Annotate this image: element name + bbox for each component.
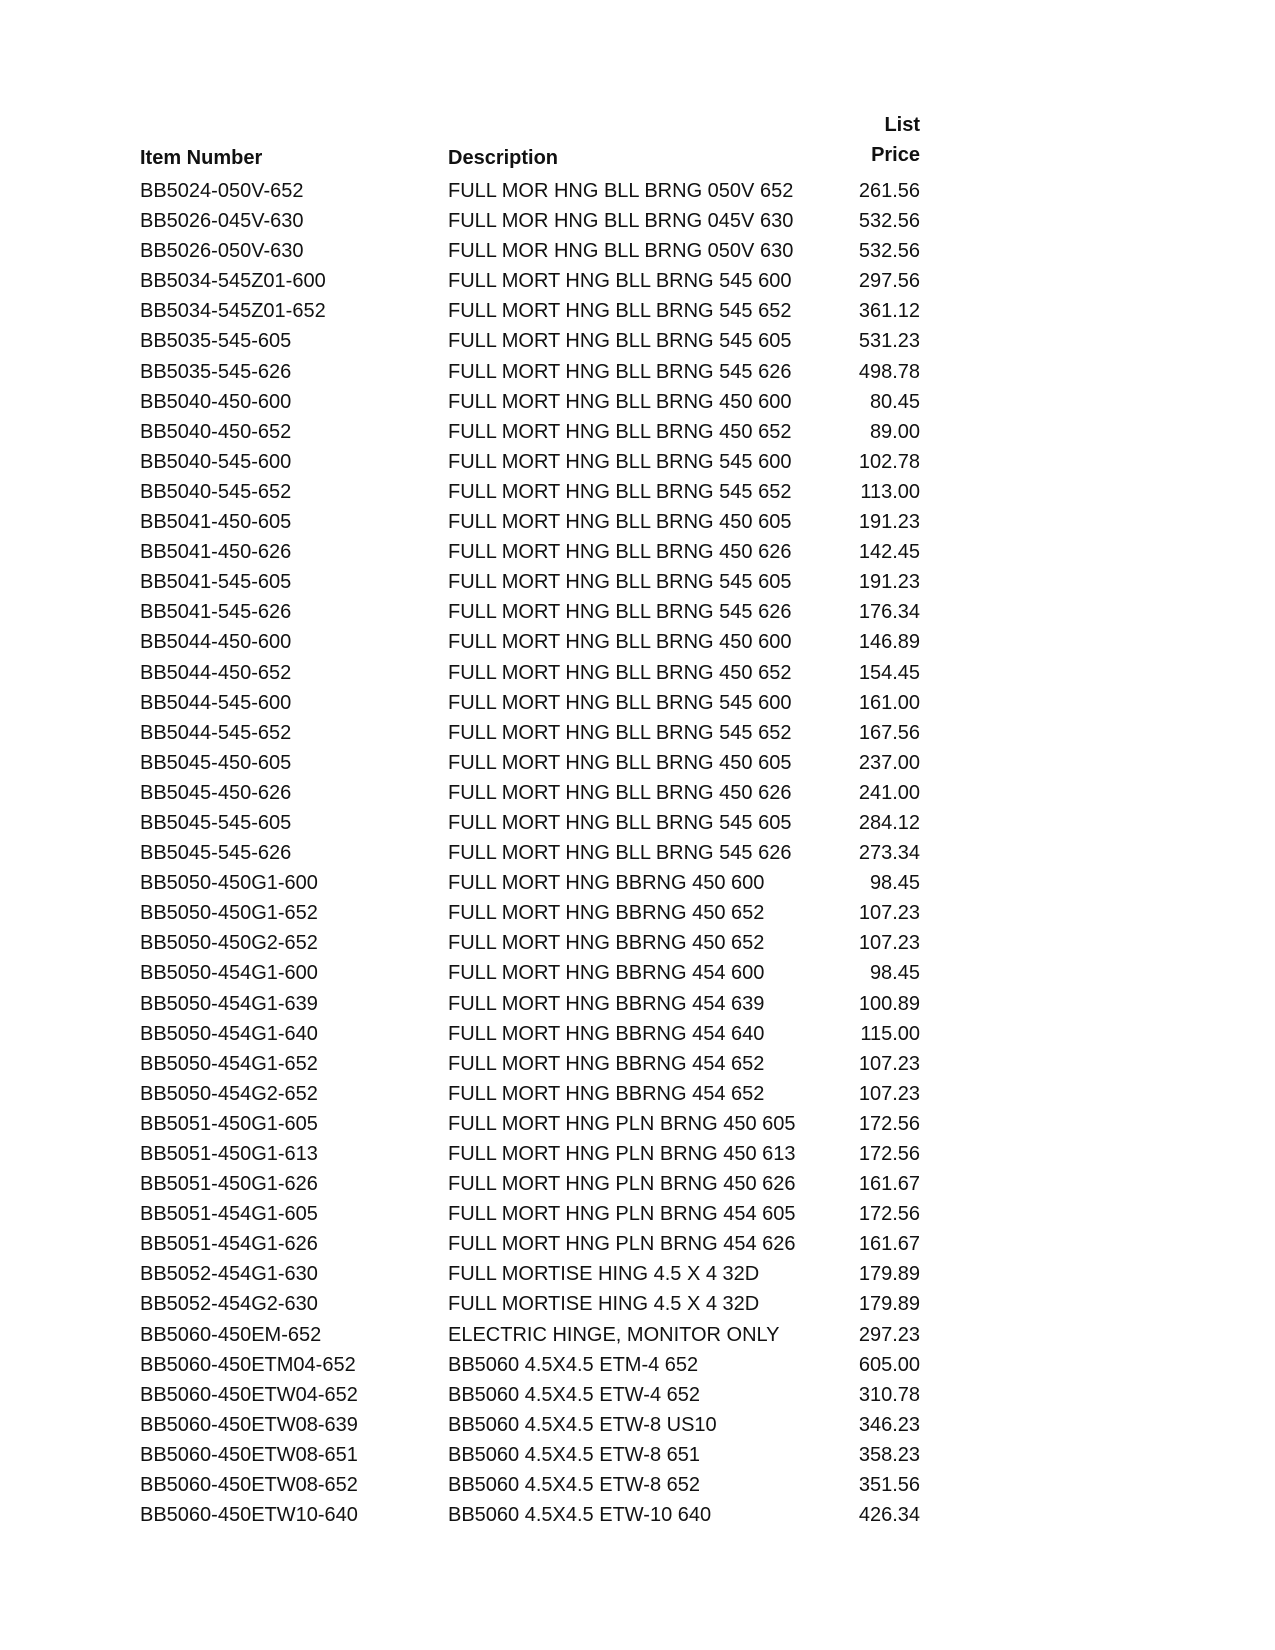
description-cell: FULL MORTISE HING 4.5 X 4 32D <box>448 1263 760 1286</box>
table-row <box>140 567 920 597</box>
list-price-cell: 142.45 <box>858 541 920 564</box>
description-cell: BB5060 4.5X4.5 ETW-10 640 <box>448 1504 712 1527</box>
table-row <box>140 928 920 958</box>
table-row <box>140 1259 920 1289</box>
table-row <box>140 266 920 296</box>
item-number-cell: BB5060-450ETW08-651 <box>140 1443 358 1466</box>
description-cell: FULL MORT HNG BLL BRNG 545 626 <box>448 360 792 383</box>
list-price-cell: 154.45 <box>858 661 920 684</box>
item-number-cell: BB5044-545-652 <box>140 721 292 744</box>
list-price-cell: 107.23 <box>858 932 920 955</box>
list-price-cell: 179.89 <box>858 1263 920 1286</box>
column-header-list-price <box>871 110 920 170</box>
price-list-table <box>140 108 920 1530</box>
description-cell: FULL MORT HNG BLL BRNG 450 652 <box>448 420 792 443</box>
item-number-cell: BB5040-545-652 <box>140 480 292 503</box>
table-row <box>140 1169 920 1199</box>
item-number-cell: BB5050-450G1-600 <box>140 872 318 895</box>
table-row <box>140 1289 920 1319</box>
list-price-cell: 179.89 <box>858 1293 920 1316</box>
list-price-cell: 241.00 <box>858 781 920 804</box>
description-cell: BB5060 4.5X4.5 ETW-8 652 <box>448 1474 701 1497</box>
table-row <box>140 236 920 266</box>
list-price-cell: 176.34 <box>858 601 920 624</box>
table-row <box>140 387 920 417</box>
description-cell: FULL MORT HNG BBRNG 450 600 <box>448 872 765 895</box>
table-row <box>140 1380 920 1410</box>
table-row <box>140 1079 920 1109</box>
list-price-cell: 80.45 <box>869 390 920 413</box>
description-cell: FULL MORTISE HING 4.5 X 4 32D <box>448 1293 760 1316</box>
table-row <box>140 1470 920 1500</box>
list-price-cell: 172.56 <box>858 1112 920 1135</box>
item-number-cell: BB5050-450G1-652 <box>140 902 318 925</box>
list-price-cell: 191.23 <box>858 511 920 534</box>
list-price-cell: 113.00 <box>860 480 920 503</box>
description-cell: FULL MORT HNG BLL BRNG 450 600 <box>448 631 792 654</box>
list-price-cell: 605.00 <box>858 1353 920 1376</box>
item-number-cell: BB5035-545-626 <box>140 360 292 383</box>
description-cell: FULL MORT HNG BBRNG 454 652 <box>448 1052 765 1075</box>
item-number-cell: BB5050-454G1-639 <box>140 992 318 1015</box>
item-number-cell: BB5044-450-600 <box>140 631 292 654</box>
description-cell: FULL MORT HNG BBRNG 454 639 <box>448 992 765 1015</box>
list-price-cell: 297.23 <box>858 1323 920 1346</box>
description-cell: FULL MORT HNG BLL BRNG 545 605 <box>448 571 792 594</box>
item-number-cell: BB5041-545-626 <box>140 601 292 624</box>
table-row <box>140 808 920 838</box>
item-number-cell: BB5050-454G1-652 <box>140 1052 318 1075</box>
list-price-cell: 284.12 <box>858 811 920 834</box>
list-price-cell: 98.45 <box>869 872 920 895</box>
description-cell: FULL MORT HNG BLL BRNG 545 626 <box>448 601 792 624</box>
description-cell: FULL MORT HNG BLL BRNG 450 626 <box>448 781 792 804</box>
description-cell: FULL MORT HNG BLL BRNG 450 605 <box>448 511 792 534</box>
description-cell: FULL MORT HNG PLN BRNG 450 605 <box>448 1112 796 1135</box>
item-number-cell: BB5035-545-605 <box>140 330 292 353</box>
list-price-header-line2: Price <box>871 144 920 166</box>
item-number-cell: BB5041-545-605 <box>140 571 292 594</box>
list-price-cell: 172.56 <box>858 1143 920 1165</box>
table-row <box>140 507 920 537</box>
table-row <box>140 1199 920 1229</box>
list-price-cell: 361.12 <box>858 300 920 323</box>
table-row <box>140 1440 920 1470</box>
list-price-cell: 107.23 <box>858 902 920 925</box>
table-row <box>140 597 920 627</box>
table-row <box>140 898 920 928</box>
item-number-cell: BB5045-450-626 <box>140 781 292 804</box>
description-cell: FULL MOR HNG BLL BRNG 045V 630 <box>448 210 794 233</box>
table-row <box>140 778 920 808</box>
item-number-cell: BB5044-450-652 <box>140 661 292 684</box>
table-row <box>140 1410 920 1440</box>
item-number-cell: BB5052-454G1-630 <box>140 1263 318 1286</box>
item-number-cell: BB5041-450-605 <box>140 511 292 534</box>
item-number-cell: BB5050-454G1-640 <box>140 1022 318 1045</box>
table-row <box>140 206 920 236</box>
table-row <box>140 1139 920 1169</box>
item-number-cell: BB5050-454G2-652 <box>140 1082 318 1105</box>
table-row <box>140 477 920 507</box>
item-number-cell: BB5045-450-605 <box>140 751 292 774</box>
list-price-cell: 161.67 <box>858 1173 920 1196</box>
description-cell: FULL MORT HNG BBRNG 450 652 <box>448 902 765 925</box>
table-row <box>140 1109 920 1139</box>
table-row <box>140 1350 920 1380</box>
description-cell: BB5060 4.5X4.5 ETW-4 652 <box>448 1383 701 1406</box>
list-price-cell: 167.56 <box>858 721 920 744</box>
description-cell: FULL MORT HNG PLN BRNG 450 626 <box>448 1173 796 1196</box>
table-body <box>140 176 920 1530</box>
description-cell: FULL MORT HNG BLL BRNG 545 652 <box>448 300 792 323</box>
item-number-cell: BB5051-450G1-613 <box>140 1143 318 1165</box>
description-cell: FULL MORT HNG BLL BRNG 545 626 <box>448 842 792 865</box>
item-number-cell: BB5026-050V-630 <box>140 240 304 263</box>
list-price-cell: 297.56 <box>858 270 920 293</box>
table-row <box>140 989 920 1019</box>
list-price-cell: 161.67 <box>858 1233 920 1256</box>
list-price-cell: 98.45 <box>869 962 920 985</box>
table-row <box>140 537 920 567</box>
description-cell: FULL MORT HNG BLL BRNG 450 652 <box>448 661 792 684</box>
item-number-cell: BB5040-450-600 <box>140 390 292 413</box>
list-price-cell: 191.23 <box>858 571 920 594</box>
table-row <box>140 1500 920 1530</box>
item-number-cell: BB5060-450EM-652 <box>140 1323 322 1346</box>
description-cell: BB5060 4.5X4.5 ETW-8 651 <box>448 1443 701 1466</box>
item-number-cell: BB5060-450ETW08-652 <box>140 1474 358 1497</box>
table-row <box>140 296 920 326</box>
item-number-cell: BB5040-545-600 <box>140 450 292 473</box>
description-cell: ELECTRIC HINGE, MONITOR ONLY <box>448 1323 780 1346</box>
item-number-cell: BB5051-454G1-605 <box>140 1203 318 1226</box>
list-price-cell: 273.34 <box>858 842 920 865</box>
item-number-cell: BB5060-450ETW04-652 <box>140 1383 358 1406</box>
description-cell: FULL MORT HNG BLL BRNG 545 605 <box>448 811 792 834</box>
description-cell: FULL MOR HNG BLL BRNG 050V 630 <box>448 240 794 263</box>
table-row <box>140 688 920 718</box>
list-price-header-line1: List <box>884 114 920 136</box>
description-cell: FULL MORT HNG BBRNG 450 652 <box>448 932 765 955</box>
item-number-cell: BB5060-450ETM04-652 <box>140 1353 356 1376</box>
list-price-cell: 107.23 <box>858 1082 920 1105</box>
list-price-cell: 310.78 <box>858 1383 920 1406</box>
description-cell: FULL MORT HNG PLN BRNG 454 626 <box>448 1233 796 1256</box>
item-number-cell: BB5041-450-626 <box>140 541 292 564</box>
list-price-cell: 146.89 <box>858 631 920 654</box>
list-price-cell: 100.89 <box>858 992 920 1015</box>
list-price-cell: 102.78 <box>858 450 920 473</box>
description-cell: FULL MORT HNG PLN BRNG 454 605 <box>448 1203 796 1226</box>
table-row <box>140 718 920 748</box>
list-price-cell: 532.56 <box>858 210 920 233</box>
table-row <box>140 748 920 778</box>
item-number-cell: BB5051-454G1-626 <box>140 1233 318 1256</box>
description-cell: FULL MORT HNG PLN BRNG 450 613 <box>448 1143 796 1165</box>
item-number-cell: BB5045-545-605 <box>140 811 292 834</box>
table-row <box>140 838 920 868</box>
item-number-cell: BB5034-545Z01-600 <box>140 270 326 293</box>
item-number-cell: BB5051-450G1-605 <box>140 1112 318 1135</box>
description-cell: FULL MORT HNG BLL BRNG 545 605 <box>448 330 792 353</box>
list-price-cell: 426.34 <box>858 1504 920 1527</box>
description-cell: FULL MORT HNG BLL BRNG 450 600 <box>448 390 792 413</box>
description-cell: FULL MORT HNG BLL BRNG 450 605 <box>448 751 792 774</box>
table-row <box>140 326 920 356</box>
item-number-cell: BB5024-050V-652 <box>140 180 304 202</box>
table-row <box>140 1019 920 1049</box>
table-row <box>140 357 920 387</box>
description-cell: FULL MORT HNG BLL BRNG 545 600 <box>448 691 792 714</box>
list-price-cell: 358.23 <box>858 1443 920 1466</box>
item-number-cell: BB5060-450ETW08-639 <box>140 1413 358 1436</box>
list-price-cell: 161.00 <box>858 691 920 714</box>
description-cell: FULL MORT HNG BBRNG 454 640 <box>448 1022 765 1045</box>
list-price-cell: 351.56 <box>858 1474 920 1497</box>
item-number-cell: BB5044-545-600 <box>140 691 292 714</box>
list-price-cell: 172.56 <box>858 1203 920 1226</box>
table-row <box>140 658 920 688</box>
item-number-cell: BB5034-545Z01-652 <box>140 300 326 323</box>
description-cell: FULL MORT HNG BLL BRNG 545 652 <box>448 480 792 503</box>
column-header-description: Description <box>448 147 559 169</box>
list-price-cell: 89.00 <box>869 420 920 443</box>
description-cell: FULL MORT HNG BLL BRNG 545 600 <box>448 270 792 293</box>
table-row <box>140 1229 920 1259</box>
table-row <box>140 958 920 988</box>
item-number-cell: BB5040-450-652 <box>140 420 292 443</box>
description-cell: FULL MOR HNG BLL BRNG 050V 652 <box>448 180 794 202</box>
item-number-cell: BB5050-454G1-600 <box>140 962 318 985</box>
list-price-cell: 107.23 <box>858 1052 920 1075</box>
description-cell: BB5060 4.5X4.5 ETW-8 US10 <box>448 1413 717 1436</box>
list-price-cell: 532.56 <box>858 240 920 263</box>
table-row <box>140 417 920 447</box>
list-price-cell: 237.00 <box>858 751 920 774</box>
item-number-cell: BB5045-545-626 <box>140 842 292 865</box>
table-row <box>140 1049 920 1079</box>
description-cell: FULL MORT HNG BBRNG 454 600 <box>448 962 765 985</box>
description-cell: FULL MORT HNG BLL BRNG 545 600 <box>448 450 792 473</box>
list-price-cell: 346.23 <box>858 1413 920 1436</box>
list-price-cell: 498.78 <box>858 360 920 383</box>
item-number-cell: BB5052-454G2-630 <box>140 1293 318 1316</box>
item-number-cell: BB5060-450ETW10-640 <box>140 1504 358 1527</box>
item-number-cell: BB5026-045V-630 <box>140 210 304 233</box>
table-row <box>140 868 920 898</box>
table-row <box>140 1320 920 1350</box>
description-cell: FULL MORT HNG BBRNG 454 652 <box>448 1082 765 1105</box>
description-cell: FULL MORT HNG BLL BRNG 450 626 <box>448 541 792 564</box>
list-price-cell: 261.56 <box>858 180 920 202</box>
table-row <box>140 176 920 206</box>
description-cell: BB5060 4.5X4.5 ETM-4 652 <box>448 1353 699 1376</box>
list-price-cell: 115.00 <box>860 1022 920 1045</box>
table-row <box>140 447 920 477</box>
item-number-cell: BB5050-450G2-652 <box>140 932 318 955</box>
item-number-cell: BB5051-450G1-626 <box>140 1173 318 1196</box>
table-row <box>140 627 920 657</box>
description-cell: FULL MORT HNG BLL BRNG 545 652 <box>448 721 792 744</box>
column-header-item-number: Item Number <box>140 147 263 169</box>
table-header <box>140 108 920 170</box>
list-price-cell: 531.23 <box>858 330 920 353</box>
